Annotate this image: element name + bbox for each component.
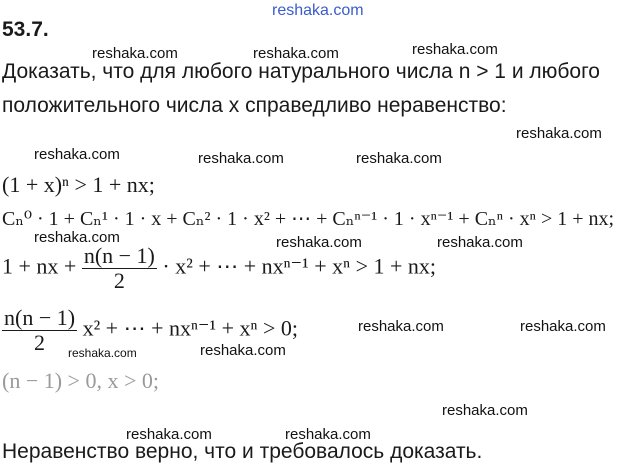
step4-tail: x² + ⋯ + nxⁿ⁻¹ + xⁿ > 0; <box>82 315 298 341</box>
watermark: reshaka.com <box>285 426 371 443</box>
watermark: reshaka.com <box>516 125 602 142</box>
conclusion: Неравенство верно, что и требовалось доказать. <box>2 440 483 463</box>
watermark: reshaka.com <box>520 318 606 335</box>
step4-fraction <box>2 306 77 355</box>
site-watermark-top: reshaka.com <box>272 2 364 19</box>
solution-step-3 <box>2 244 436 293</box>
watermark: reshaka.com <box>200 342 286 359</box>
watermark: reshaka.com <box>412 41 498 58</box>
watermark: reshaka.com <box>34 229 120 246</box>
watermark: reshaka.com <box>358 318 444 335</box>
watermark: reshaka.com <box>92 45 178 62</box>
step4-fraction-denominator: 2 <box>34 330 46 356</box>
watermark: reshaka.com <box>198 150 284 167</box>
watermark: reshaka.com <box>34 146 120 163</box>
watermark: reshaka.com <box>126 426 212 443</box>
step3-fraction-numerator: n(n − 1) <box>83 243 155 268</box>
step3-lead: 1 + nx + <box>2 253 77 279</box>
solution-step-5: (n − 1) > 0, x > 0; <box>2 368 159 393</box>
solution-step-1: (1 + x)ⁿ > 1 + nx; <box>2 172 155 197</box>
statement-line-2: положительного числа x справедливо неравенство: <box>2 94 507 117</box>
watermark: reshaka.com <box>68 346 137 360</box>
watermark: reshaka.com <box>276 234 362 251</box>
problem-number: 53.7. <box>2 18 49 41</box>
solution-step-2: Cₙ⁰ · 1 + Cₙ¹ · 1 · x + Cₙ² · 1 · x² + ⋯ + Cₙⁿ⁻¹ · 1 · xⁿ⁻¹ + Cₙⁿ · xⁿ > 1 + nx; <box>2 208 615 230</box>
statement-line-1: Доказать, что для любого натурального числа n > 1 и любого <box>2 60 600 83</box>
step4-fraction-numerator: n(n − 1) <box>4 305 76 330</box>
step3-tail: · x² + ⋯ + nxⁿ⁻¹ + xⁿ > 1 + nx; <box>162 253 437 279</box>
watermark: reshaka.com <box>442 402 528 419</box>
solution-step-4 <box>2 306 298 355</box>
step3-fraction-denominator: 2 <box>113 268 125 294</box>
watermark: reshaka.com <box>253 45 339 62</box>
step3-fraction <box>82 244 157 293</box>
watermark: reshaka.com <box>356 150 442 167</box>
watermark: reshaka.com <box>437 234 523 251</box>
